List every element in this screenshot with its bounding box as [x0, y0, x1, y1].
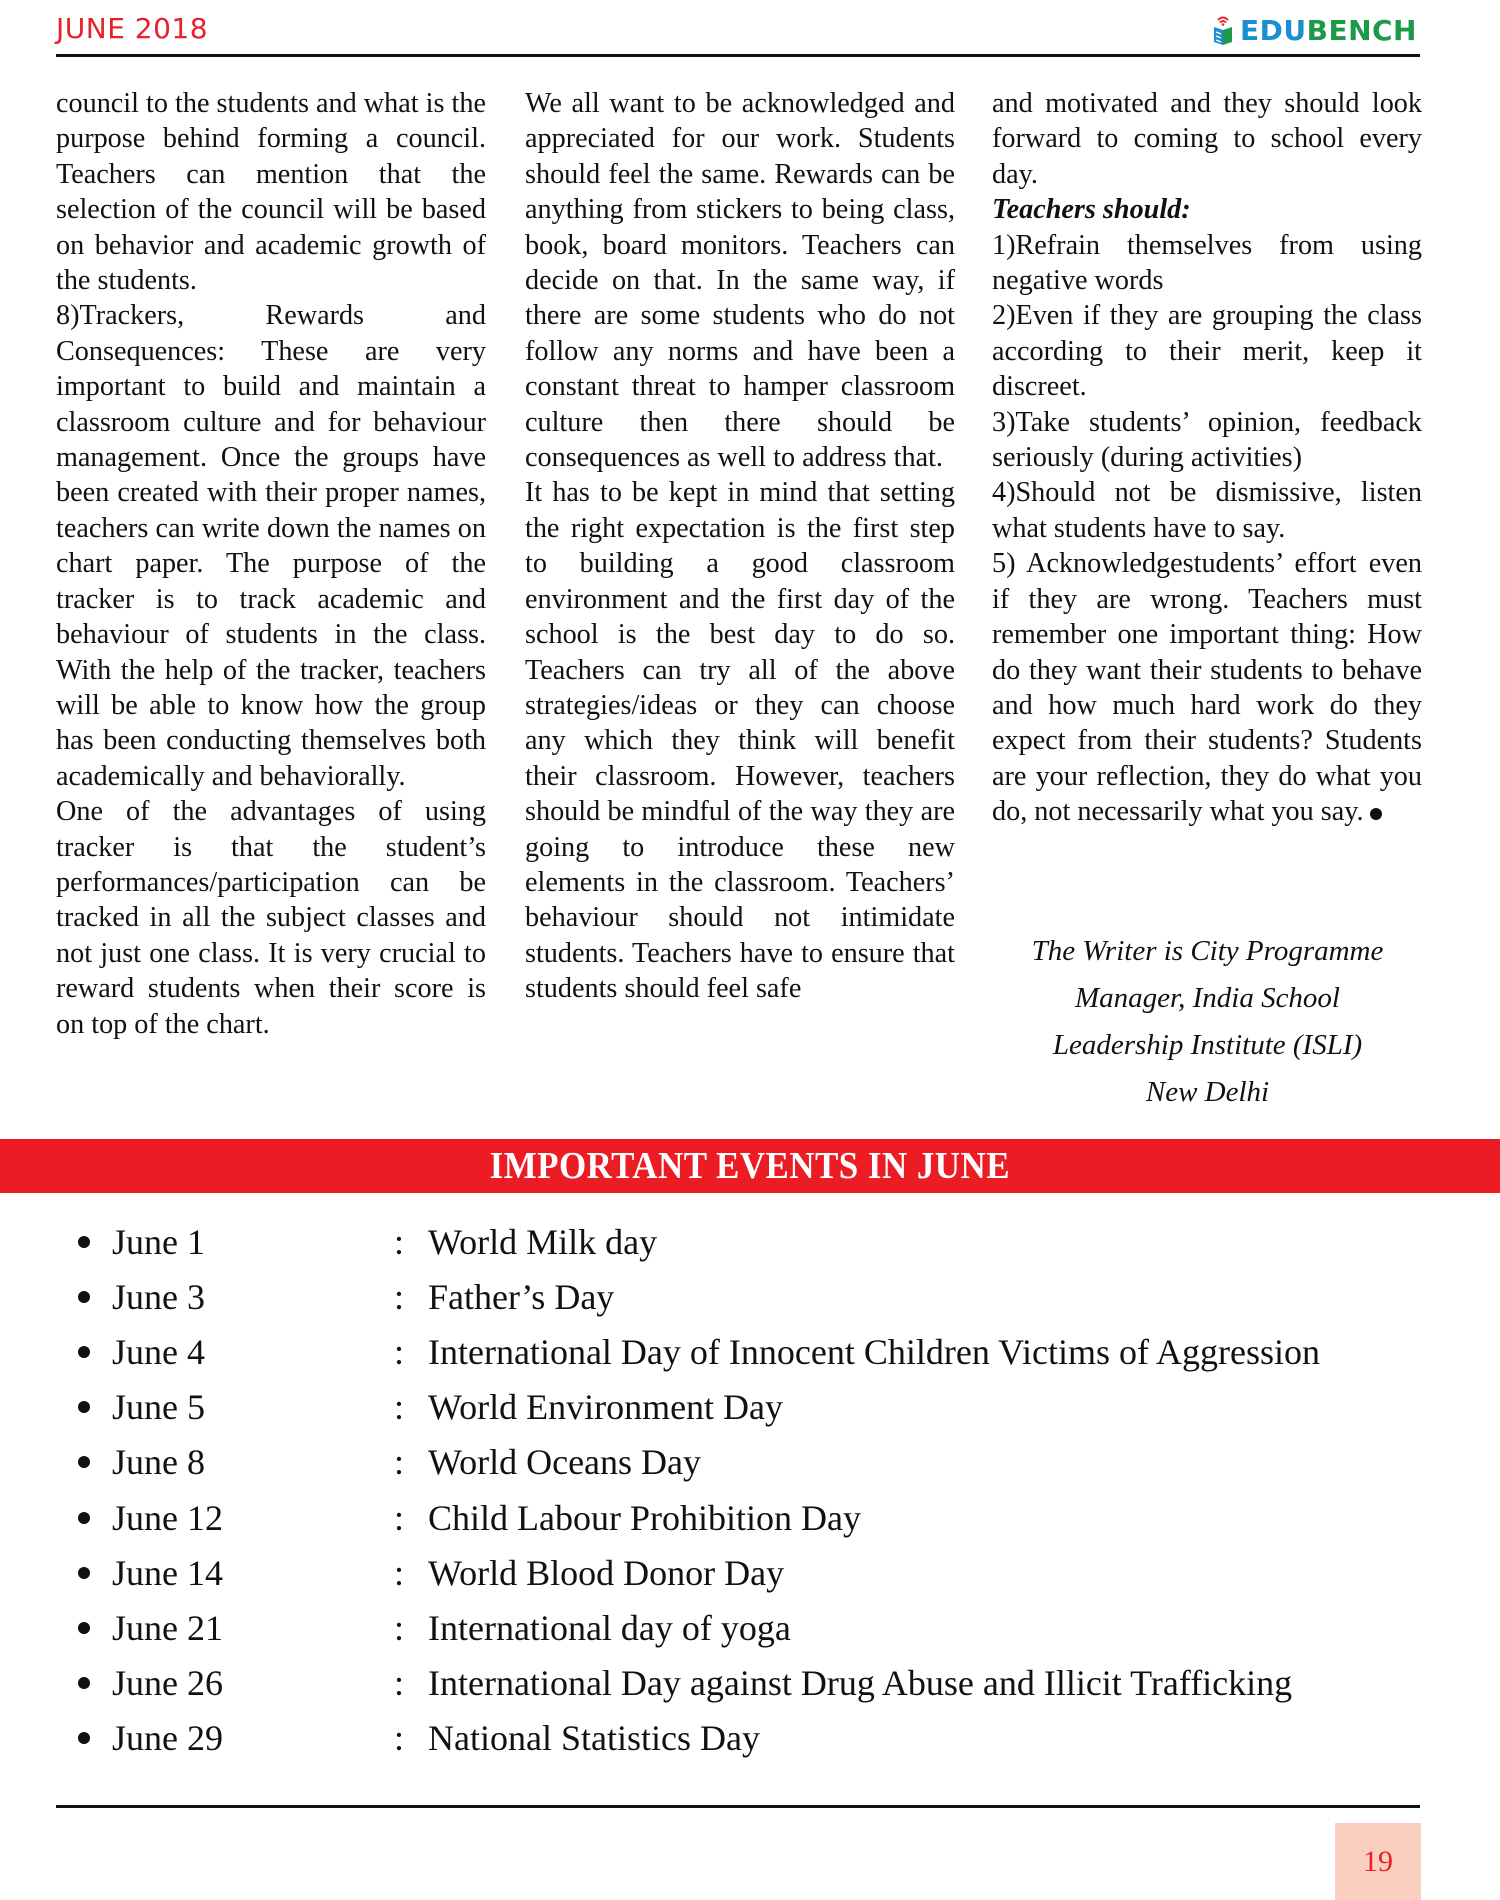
- bullet-icon: [78, 1236, 90, 1248]
- event-date: June 3: [112, 1276, 205, 1317]
- event-separator: :: [394, 1552, 405, 1593]
- byline-line: Leadership Institute (ISLI): [1052, 1029, 1363, 1061]
- events-banner: [0, 1139, 1500, 1193]
- byline-line: The Writer is City Programme: [1031, 935, 1384, 967]
- event-name: National Statistics Day: [428, 1718, 760, 1759]
- event-name: World Blood Donor Day: [428, 1552, 785, 1593]
- footer-divider: [56, 1805, 1420, 1808]
- event-separator: :: [394, 1387, 405, 1428]
- end-of-article-dot-icon: [1370, 808, 1382, 820]
- event-date: June 8: [112, 1442, 205, 1483]
- event-date: June 5: [112, 1387, 205, 1428]
- event-separator: :: [394, 1497, 405, 1538]
- event-date: June 1: [112, 1221, 205, 1262]
- event-separator: :: [394, 1442, 405, 1483]
- brand-name: [1240, 14, 1417, 47]
- event-separator: :: [394, 1331, 405, 1372]
- event-item: [78, 1600, 1438, 1655]
- event-item: [78, 1490, 1438, 1545]
- list-point: 2)Even if they are grouping the class according to their merit, keep it discreet.: [992, 300, 1422, 403]
- section-subheading: Teachers should:: [992, 194, 1191, 226]
- event-date: June 26: [112, 1663, 223, 1704]
- event-item: [78, 1545, 1438, 1600]
- edubench-logo-icon: [1212, 14, 1234, 46]
- event-date: June 4: [112, 1331, 205, 1372]
- events-list: [78, 1214, 1438, 1766]
- event-separator: :: [394, 1663, 405, 1704]
- event-name: World Environment Day: [428, 1387, 784, 1428]
- paragraph: council to the students and what is the purpose behind forming a council. Teachers can mention that the selection of the council will be based on behavior and academic growth of the students.: [56, 88, 486, 297]
- list-point-last: [992, 546, 1422, 829]
- page-number: 19: [1363, 1844, 1393, 1878]
- edubench-logo: [1212, 12, 1417, 48]
- bullet-icon: [78, 1567, 90, 1579]
- author-byline: [985, 928, 1430, 1116]
- bullet-icon: [78, 1291, 90, 1303]
- paragraph: 8)Trackers, Rewards and Consequences: These are very important to build and maintain a classroom culture and for behaviour management. Once the groups have been created with their proper names, teachers can write down the names on chart paper. The purpose of the tracker is to track academic and behaviour of students in the class. With the help of the tracker, teachers will be able to know how the group has been conducting themselves both academically and behaviorally.: [56, 300, 486, 792]
- paragraph: One of the advantages of using tracker is that the student’s performances/participation can be tracked in all the subject classes and not just one class. It is very crucial to reward students when their score is on top of the chart.: [56, 796, 486, 1040]
- byline-line: New Delhi: [1145, 1076, 1270, 1108]
- event-separator: :: [394, 1221, 405, 1262]
- event-separator: :: [394, 1718, 405, 1759]
- bullet-icon: [78, 1677, 90, 1689]
- bullet-icon: [78, 1401, 90, 1413]
- events-title: IMPORTANT EVENTS IN JUNE: [489, 1145, 1011, 1187]
- event-date: June 12: [112, 1497, 223, 1538]
- page-number-box: [1335, 1823, 1421, 1900]
- paragraph: and motivated and they should look forward to coming to school every day.: [992, 88, 1422, 190]
- bullet-icon: [78, 1622, 90, 1634]
- event-date: June 14: [112, 1552, 223, 1593]
- brand-name-bench: BENCH: [1306, 13, 1417, 47]
- event-name: World Milk day: [428, 1221, 658, 1262]
- list-point: 1)Refrain themselves from using negative words: [992, 229, 1422, 297]
- event-item: [78, 1269, 1438, 1324]
- paragraph: We all want to be acknowledged and appreciated for our work. Students should feel the same. Rewards can be anything from stickers to being class, book, board monitors. Teachers can decide on that. In the same way, if there are some students who do not follow any norms and have been a constant threat to hamper classroom culture then there should be consequences as well to address that.: [525, 88, 955, 474]
- event-date: June 21: [112, 1607, 223, 1648]
- byline-line: Manager, India School: [1075, 982, 1340, 1014]
- event-item: [78, 1711, 1438, 1766]
- bullet-icon: [78, 1732, 90, 1744]
- bullet-icon: [78, 1346, 90, 1358]
- event-separator: :: [394, 1276, 405, 1317]
- issue-date: JUNE 2018: [56, 12, 209, 45]
- list-point-text: 5) Acknowledgestudents’ effort even if they are wrong. Teachers must remember one important thing: How do they want their students to behave and how much hard work do they expect from their students? Students are your reflection, they do what you do, not necessarily what you say.: [992, 548, 1422, 828]
- article-column-3: [992, 86, 1422, 830]
- list-point: 3)Take students’ opinion, feedback seriously (during activities): [992, 406, 1422, 474]
- event-name: World Oceans Day: [428, 1442, 702, 1483]
- event-item: [78, 1214, 1438, 1269]
- article-column-2: [525, 86, 955, 1007]
- list-point: 4)Should not be dismissive, listen what students have to say.: [992, 477, 1422, 544]
- event-item: [78, 1435, 1438, 1490]
- event-item: [78, 1324, 1438, 1379]
- brand-name-edu: EDU: [1240, 13, 1307, 47]
- article-column-1: [56, 86, 486, 1042]
- event-name: International day of yoga: [428, 1607, 791, 1648]
- bullet-icon: [78, 1512, 90, 1524]
- event-name: Child Labour Prohibition Day: [428, 1497, 861, 1538]
- event-name: International Day against Drug Abuse and Illicit Trafficking: [428, 1663, 1293, 1704]
- bullet-icon: [78, 1456, 90, 1468]
- event-separator: :: [394, 1607, 405, 1648]
- event-date: June 29: [112, 1718, 223, 1759]
- event-item: [78, 1380, 1438, 1435]
- paragraph: It has to be kept in mind that setting the right expectation is the first step to building a good classroom environment and the first day of the school is the best day to do so. Teachers can try all of the above strategies/ideas or they can choose any which they think will benefit their classroom. However, teachers should be mindful of the way they are going to introduce these new elements in the classroom. Teachers’ behaviour should not intimidate students. Teachers have to ensure that students should feel safe: [525, 477, 955, 1005]
- event-name: International Day of Innocent Children Victims of Aggression: [428, 1331, 1320, 1372]
- event-item: [78, 1656, 1438, 1711]
- header-divider: [56, 54, 1420, 57]
- event-name: Father’s Day: [428, 1276, 615, 1317]
